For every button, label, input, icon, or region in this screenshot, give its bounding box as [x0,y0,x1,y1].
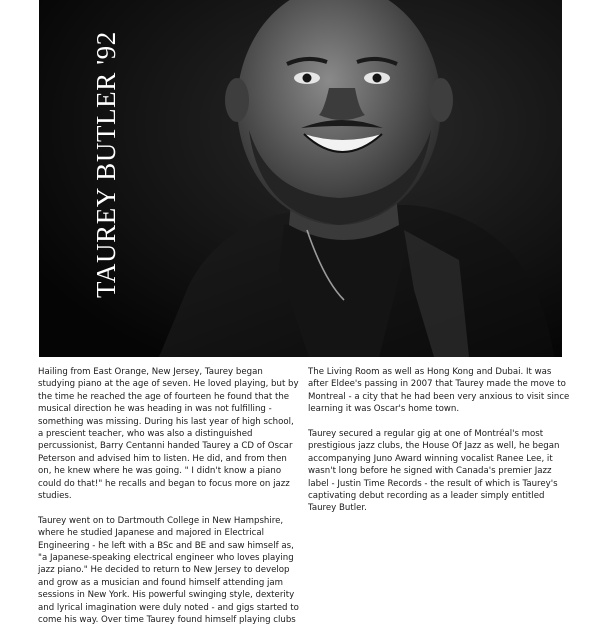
paragraph: Taurey secured a regular gig at one of Montréal's most prestigious jazz clubs, the House Of Jazz as well, he began accompanying Juno Award winning vocalist Ranee Lee, it wasn't long before he signed with Canada's premier Jazz label - Justin Time Records - the result of which is Taurey's captivating debut recording as a leader simply entitled Taurey Butler. [308,429,560,514]
paragraph: Taurey went on to Dartmouth College in New Hampshire, where he studied Japanese and majored in Electrical Engineering - he left with a BSc and BE and saw himself as, "a Japanese-speaking electrical engineer who loves playing jazz piano." He decided to return to New Jersey to develop and grow as a musician and found himself attending jam sessions in New York. His powerful swinging style, dexterity and lyrical imagination were duly noted - and gigs started to come his way. Over time Taurey found himself playing clubs [38,515,299,626]
right-ear [429,78,453,122]
page-title: TAUREY BUTLER '92 [91,31,121,298]
paragraph: Hailing from East Orange, New Jersey, Taurey began studying piano at the age of seven. He loved playing, but by the time he reached the age of fourteen he found that the musical direction he was heading in was not fulfilling - something was missing. During his last year of high school, a prescient teacher, who was also a distinguished percussionist, Barry Centanni handed Taurey a CD of Oscar Peterson and advised him to listen. He did, and from then on, he knew where he was going. " I didn't know a piano could do that!" he recalls and began to focus more on jazz studies. [38,367,299,502]
article-right-column [308,366,570,600]
article-left-column [38,366,300,626]
left-ear [225,78,249,122]
vertical-title [85,4,125,304]
paragraph: The Living Room as well as Hong Kong and Dubai. It was after Eldee's passing in 2007 that Taurey made the move to Montreal - a city that he had been very anxious to visit since learning it was Oscar's home town. [308,367,570,415]
portrait-photo-panel [39,0,562,357]
